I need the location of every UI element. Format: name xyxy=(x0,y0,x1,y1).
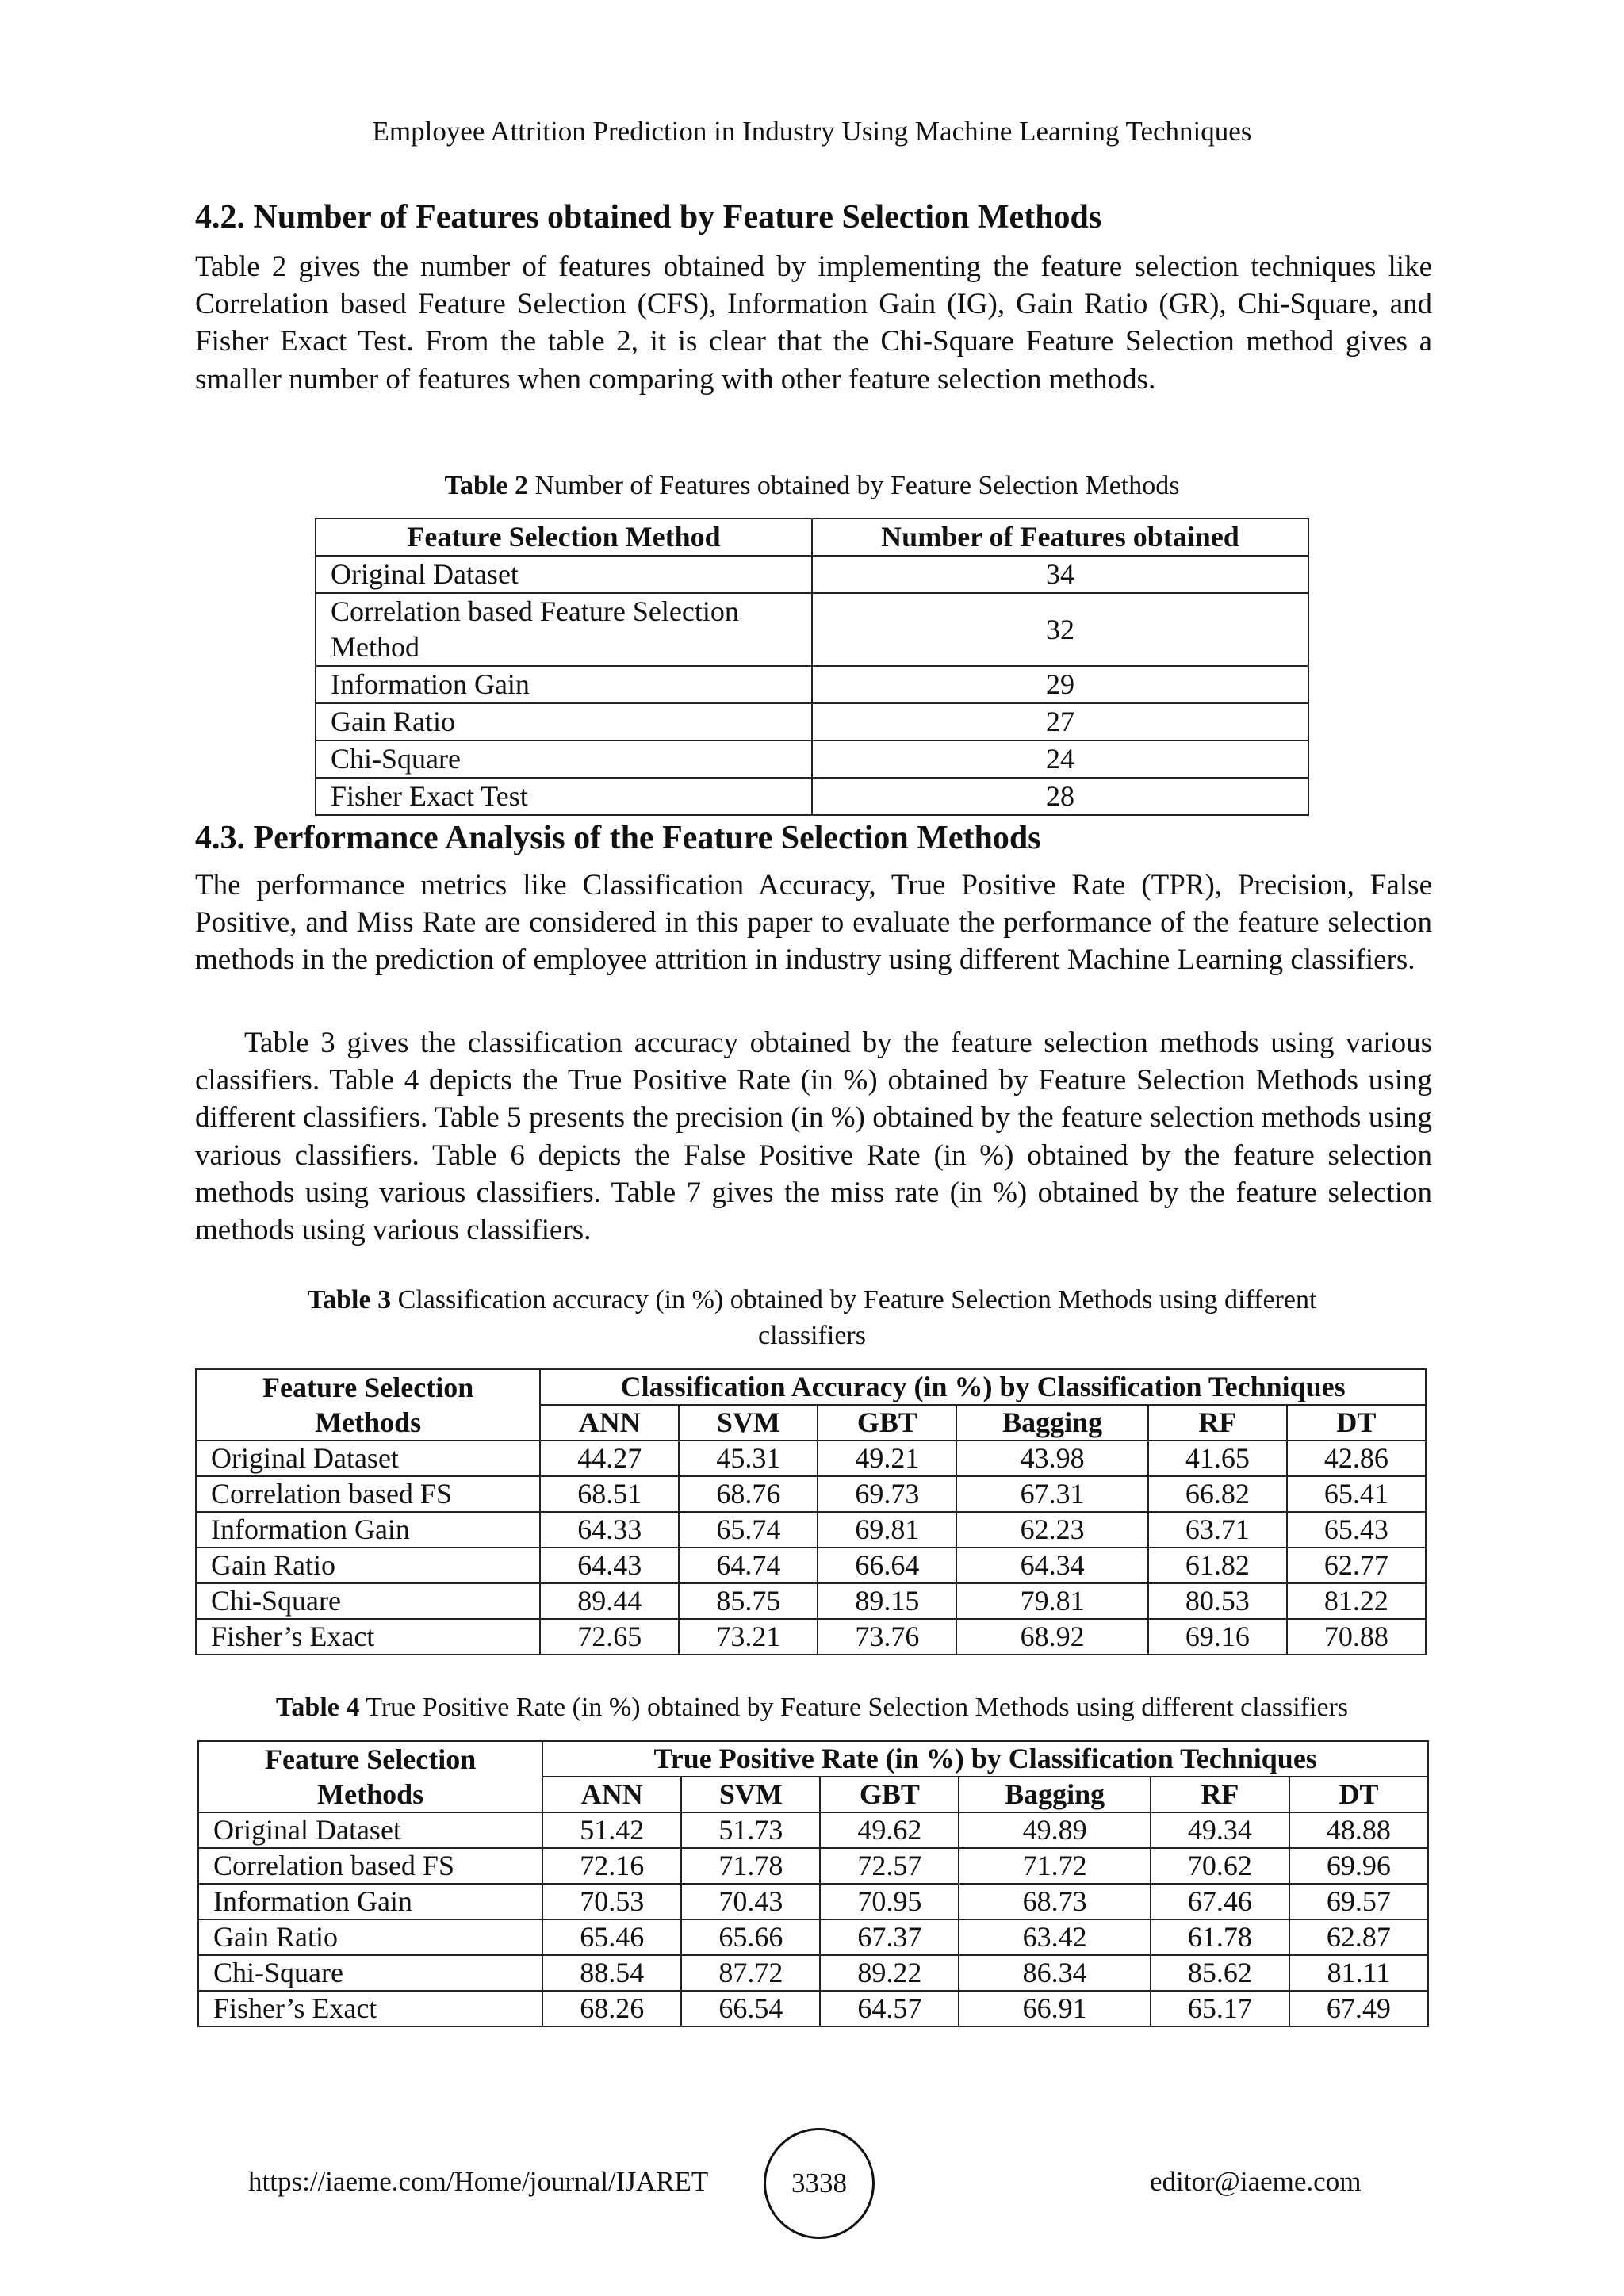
value-cell: 89.22 xyxy=(820,1955,959,1991)
table3-column-header: Bagging xyxy=(956,1405,1147,1441)
value-cell: 65.43 xyxy=(1287,1512,1426,1548)
value-cell: 67.46 xyxy=(1151,1884,1289,1919)
table3-caption xyxy=(0,1282,1624,1353)
value-cell: 65.41 xyxy=(1287,1476,1426,1512)
value-cell: 64.57 xyxy=(820,1991,959,2026)
value-cell: 49.62 xyxy=(820,1812,959,1848)
value-cell: 85.75 xyxy=(679,1583,818,1619)
value-cell: 68.51 xyxy=(540,1476,679,1512)
table2-caption xyxy=(0,468,1624,503)
method-name-cell: Gain Ratio xyxy=(196,1548,540,1583)
table-row xyxy=(316,666,1308,703)
method-name-cell: Fisher Exact Test xyxy=(316,778,812,815)
table3-column-header: GBT xyxy=(818,1405,956,1441)
method-name-cell: Information Gain xyxy=(316,666,812,703)
footer-email[interactable]: editor@iaeme.com xyxy=(1150,2166,1362,2197)
table4-header-row-1 xyxy=(198,1741,1428,1777)
table3-column-header: ANN xyxy=(540,1405,679,1441)
value-cell: 62.77 xyxy=(1287,1548,1426,1583)
table-row xyxy=(196,1476,1426,1512)
value-cell: 89.15 xyxy=(818,1583,956,1619)
value-cell: 67.37 xyxy=(820,1919,959,1955)
value-cell: 49.34 xyxy=(1151,1812,1289,1848)
section-4-2-paragraph: Table 2 gives the number of features obtained by implementing the feature selection techniques like Correlation based Feature Selection (CFS), Information Gain (IG), Gain Ratio (GR), Chi-Square, and Fisher Exact Test. From the table 2, it is clear that the Chi-Square Feature Selection method gives a smaller number of features when comparing with other feature selection methods. xyxy=(195,251,1432,396)
value-cell: 73.76 xyxy=(818,1619,956,1655)
value-cell: 73.21 xyxy=(679,1619,818,1655)
table4-column-header: DT xyxy=(1289,1777,1428,1812)
value-cell: 48.88 xyxy=(1289,1812,1428,1848)
method-name-cell: Information Gain xyxy=(198,1884,542,1919)
value-cell: 67.31 xyxy=(956,1476,1147,1512)
table-row xyxy=(196,1548,1426,1583)
value-cell: 72.16 xyxy=(542,1848,681,1884)
value-cell: 81.22 xyxy=(1287,1583,1426,1619)
running-header: Employee Attrition Prediction in Industry Using Machine Learning Techniques xyxy=(372,116,1252,147)
table3-column-header: DT xyxy=(1287,1405,1426,1441)
table3-group-header: Classification Accuracy (in %) by Classification Techniques xyxy=(540,1369,1426,1405)
value-cell: 70.62 xyxy=(1151,1848,1289,1884)
table3-row-header: Feature Selection Methods xyxy=(196,1369,540,1441)
table-row xyxy=(198,1884,1428,1919)
table4-column-header: Bagging xyxy=(959,1777,1150,1812)
feature-count-cell: 29 xyxy=(812,666,1308,703)
method-name-cell: Original Dataset xyxy=(316,556,812,593)
table4-column-header: GBT xyxy=(820,1777,959,1812)
table3-caption-text: Classification accuracy (in %) obtained by Feature Selection Methods using different xyxy=(391,1285,1317,1314)
table4-column-header: SVM xyxy=(681,1777,820,1812)
value-cell: 68.92 xyxy=(956,1619,1147,1655)
method-name-cell: Correlation based FS xyxy=(198,1848,542,1884)
value-cell: 71.78 xyxy=(681,1848,820,1884)
table3-caption-label: Table 3 xyxy=(307,1285,392,1314)
section-heading-4-3: 4.3. Performance Analysis of the Feature Selection Methods xyxy=(195,820,1041,856)
value-cell: 81.11 xyxy=(1289,1955,1428,1991)
table2-header-row xyxy=(316,519,1308,556)
method-name-cell: Fisher’s Exact xyxy=(196,1619,540,1655)
feature-count-cell: 34 xyxy=(812,556,1308,593)
table4-group-header: True Positive Rate (in %) by Classification Techniques xyxy=(542,1741,1428,1777)
method-name-cell: Original Dataset xyxy=(196,1441,540,1476)
value-cell: 68.76 xyxy=(679,1476,818,1512)
table2-column-header: Feature Selection Method xyxy=(316,519,812,556)
feature-count-cell: 27 xyxy=(812,703,1308,740)
value-cell: 64.33 xyxy=(540,1512,679,1548)
footer-url[interactable]: https://iaeme.com/Home/journal/IJARET xyxy=(248,2166,709,2197)
value-cell: 65.46 xyxy=(542,1919,681,1955)
value-cell: 69.57 xyxy=(1289,1884,1428,1919)
value-cell: 61.82 xyxy=(1148,1548,1287,1583)
table-row xyxy=(196,1512,1426,1548)
value-cell: 69.16 xyxy=(1148,1619,1287,1655)
table4-caption xyxy=(0,1689,1624,1725)
table3-column-header: RF xyxy=(1148,1405,1287,1441)
value-cell: 65.66 xyxy=(681,1919,820,1955)
value-cell: 44.27 xyxy=(540,1441,679,1476)
table-row xyxy=(196,1583,1426,1619)
method-name-cell: Chi-Square xyxy=(198,1955,542,1991)
section-heading-4-2: 4.2. Number of Features obtained by Feature Selection Methods xyxy=(195,199,1102,235)
table2-column-header: Number of Features obtained xyxy=(812,519,1308,556)
table3-column-header: SVM xyxy=(679,1405,818,1441)
table-row xyxy=(196,1441,1426,1476)
value-cell: 62.87 xyxy=(1289,1919,1428,1955)
value-cell: 80.53 xyxy=(1148,1583,1287,1619)
value-cell: 49.21 xyxy=(818,1441,956,1476)
value-cell: 51.42 xyxy=(542,1812,681,1848)
table2 xyxy=(315,518,1309,816)
table2-caption-text: Number of Features obtained by Feature Selection Methods xyxy=(528,471,1180,500)
value-cell: 72.65 xyxy=(540,1619,679,1655)
table3 xyxy=(195,1368,1427,1655)
value-cell: 64.43 xyxy=(540,1548,679,1583)
value-cell: 41.65 xyxy=(1148,1441,1287,1476)
value-cell: 70.43 xyxy=(681,1884,820,1919)
table4-column-header: RF xyxy=(1151,1777,1289,1812)
method-name-cell: Information Gain xyxy=(196,1512,540,1548)
value-cell: 67.49 xyxy=(1289,1991,1428,2026)
value-cell: 45.31 xyxy=(679,1441,818,1476)
section-4-3-paragraph-1: The performance metrics like Classification Accuracy, True Positive Rate (TPR), Precision, False Positive, and Miss Rate are considered in this paper to evaluate the performance of the feature selection methods in the prediction of employee attrition in industry using different Machine Learning classifiers. xyxy=(195,869,1432,977)
value-cell: 65.17 xyxy=(1151,1991,1289,2026)
value-cell: 70.53 xyxy=(542,1884,681,1919)
value-cell: 42.86 xyxy=(1287,1441,1426,1476)
feature-count-cell: 24 xyxy=(812,740,1308,778)
value-cell: 79.81 xyxy=(956,1583,1147,1619)
value-cell: 66.54 xyxy=(681,1991,820,2026)
value-cell: 63.71 xyxy=(1148,1512,1287,1548)
value-cell: 62.23 xyxy=(956,1512,1147,1548)
value-cell: 43.98 xyxy=(956,1441,1147,1476)
value-cell: 49.89 xyxy=(959,1812,1150,1848)
value-cell: 64.74 xyxy=(679,1548,818,1583)
value-cell: 68.26 xyxy=(542,1991,681,2026)
table-row xyxy=(316,703,1308,740)
table-row xyxy=(198,1812,1428,1848)
value-cell: 66.91 xyxy=(959,1991,1150,2026)
method-name-cell: Fisher’s Exact xyxy=(198,1991,542,2026)
table4-caption-label: Table 4 xyxy=(275,1693,360,1722)
value-cell: 64.34 xyxy=(956,1548,1147,1583)
table4 xyxy=(197,1740,1429,2027)
value-cell: 63.42 xyxy=(959,1919,1150,1955)
value-cell: 61.78 xyxy=(1151,1919,1289,1955)
table3-caption-text-2: classifiers xyxy=(758,1321,866,1350)
value-cell: 72.57 xyxy=(820,1848,959,1884)
table-row xyxy=(198,1919,1428,1955)
value-cell: 65.74 xyxy=(679,1512,818,1548)
table4-row-header: Feature Selection Methods xyxy=(198,1741,542,1812)
method-name-cell: Chi-Square xyxy=(316,740,812,778)
page-number: 3338 xyxy=(764,2128,875,2239)
table-row xyxy=(198,1848,1428,1884)
feature-count-cell: 32 xyxy=(812,593,1308,666)
value-cell: 85.62 xyxy=(1151,1955,1289,1991)
table-row xyxy=(198,1955,1428,1991)
value-cell: 51.73 xyxy=(681,1812,820,1848)
value-cell: 69.73 xyxy=(818,1476,956,1512)
table2-caption-label: Table 2 xyxy=(444,471,529,500)
method-name-cell: Correlation based Feature Selection Method xyxy=(316,593,812,666)
table-row xyxy=(198,1991,1428,2026)
value-cell: 66.64 xyxy=(818,1548,956,1583)
table-row xyxy=(316,556,1308,593)
value-cell: 86.34 xyxy=(959,1955,1150,1991)
method-name-cell: Correlation based FS xyxy=(196,1476,540,1512)
value-cell: 69.81 xyxy=(818,1512,956,1548)
method-name-cell: Gain Ratio xyxy=(198,1919,542,1955)
section-4-3-paragraph-2: Table 3 gives the classification accuracy obtained by the feature selection methods using various classifiers. Table 4 depicts the True Positive Rate (in %) obtained by Feature Selection Methods using different classifiers. Table 5 presents the precision (in %) obtained by the feature selection methods using various classifiers. Table 6 depicts the False Positive Rate (in %) obtained by the feature selection methods using various classifiers. Table 7 gives the miss rate (in %) obtained by the feature selection methods using various classifiers. xyxy=(195,1027,1432,1247)
table-row xyxy=(196,1619,1426,1655)
value-cell: 88.54 xyxy=(542,1955,681,1991)
value-cell: 71.72 xyxy=(959,1848,1150,1884)
table-row xyxy=(316,740,1308,778)
table4-caption-text: True Positive Rate (in %) obtained by Feature Selection Methods using different classifiers xyxy=(359,1693,1349,1722)
value-cell: 68.73 xyxy=(959,1884,1150,1919)
value-cell: 70.95 xyxy=(820,1884,959,1919)
value-cell: 69.96 xyxy=(1289,1848,1428,1884)
value-cell: 70.88 xyxy=(1287,1619,1426,1655)
table4-column-header: ANN xyxy=(542,1777,681,1812)
feature-count-cell: 28 xyxy=(812,778,1308,815)
value-cell: 89.44 xyxy=(540,1583,679,1619)
table-row xyxy=(316,778,1308,815)
table-row xyxy=(316,593,1308,666)
value-cell: 87.72 xyxy=(681,1955,820,1991)
method-name-cell: Gain Ratio xyxy=(316,703,812,740)
method-name-cell: Original Dataset xyxy=(198,1812,542,1848)
value-cell: 66.82 xyxy=(1148,1476,1287,1512)
method-name-cell: Chi-Square xyxy=(196,1583,540,1619)
table3-header-row-1 xyxy=(196,1369,1426,1405)
